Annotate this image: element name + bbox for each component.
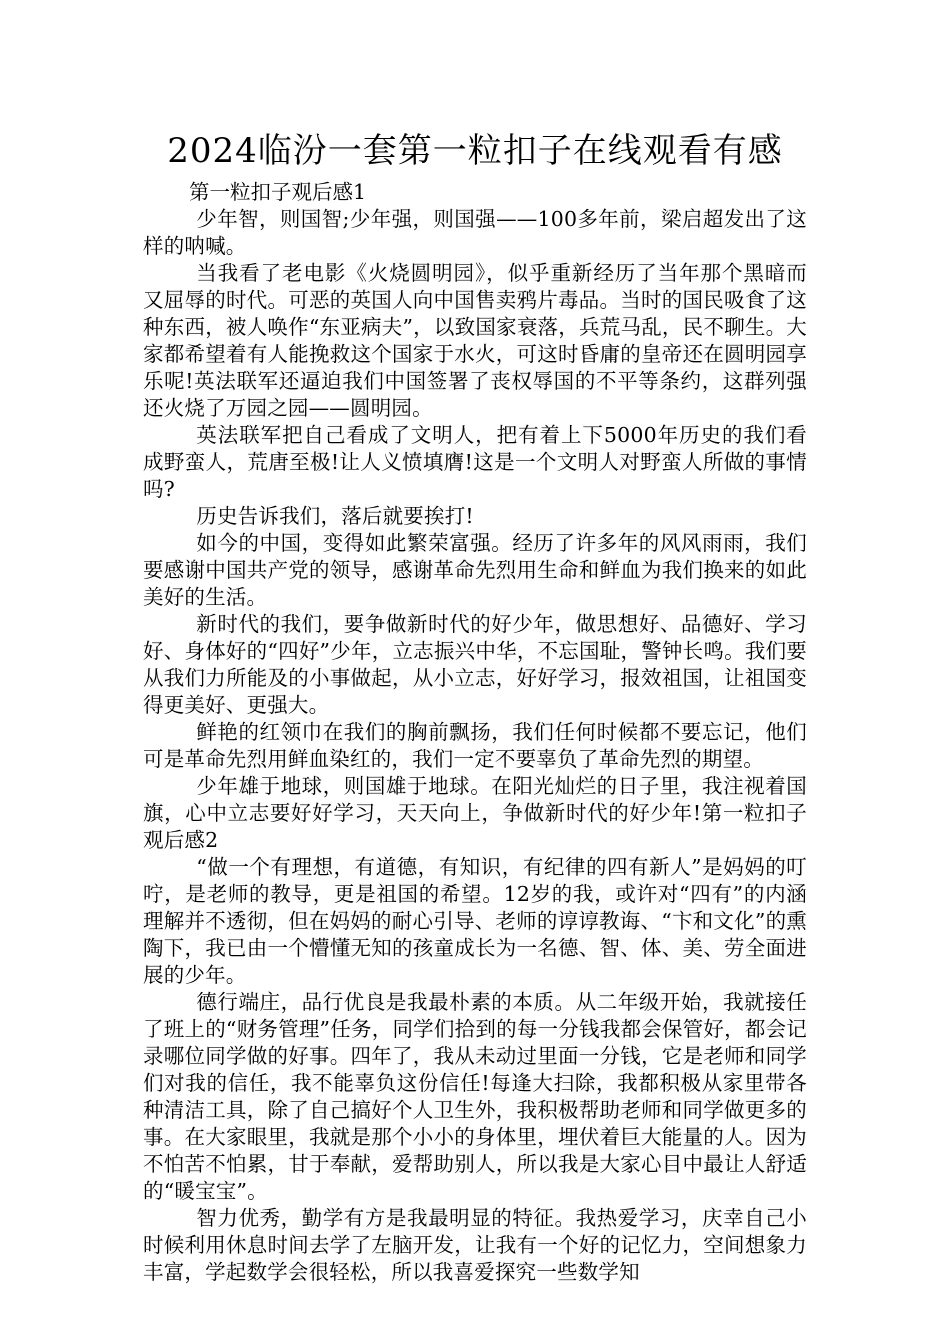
paragraph: 如今的中国，变得如此繁荣富强。经历了许多年的风风雨雨，我们要感谢中国共产党的领导，感谢革命先烈用生命和鲜血为我们换来的如此美好的生活。 [143,531,807,609]
section-heading: 第一粒扣子观后感1 [189,180,367,204]
paragraph: 英法联军把自己看成了文明人，把有着上下5000年历史的我们看成野蛮人，荒唐至极!让人义愤填膺!这是一个文明人对野蛮人所做的事情吗? [143,423,807,501]
paragraph: 智力优秀，勤学有方是我最明显的特征。我热爱学习，庆幸自己小时候利用休息时间去学了左脑开发，让我有一个好的记忆力，空间想象力丰富，学起数学会很轻松，所以我喜爱探究一些数学知 [143,1206,807,1284]
paragraph: 德行端庄，品行优良是我最朴素的本质。从二年级开始，我就接任了班上的“财务管理”任务，同学们拾到的每一分钱我都会保管好，都会记录哪位同学做的好事。四年了，我从未动过里面一分钱，它是老师和同学们对我的信任，我不能辜负这份信任!每逢大扫除，我都积极从家里带各种清洁工具，除了自己搞好个人卫生外，我积极帮助老师和同学做更多的事。在大家眼里，我就是那个小小的身体里，埋伏着巨大能量的人。因为不怕苦不怕累，甘于奉献，爱帮助别人，所以我是大家心目中最让人舒适的“暖宝宝”。 [143,990,807,1203]
paragraph: 历史告诉我们，落后就要挨打! [196,504,474,528]
paragraph: 当我看了老电影《火烧圆明园》，似乎重新经历了当年那个黑暗而又屈辱的时代。可恶的英国人向中国售卖鸦片毒品。当时的国民吸食了这种东西，被人唤作“东亚病夫”，以致国家衰落，兵荒马乱，民不聊生。大家都希望着有人能挽救这个国家于水火，可这时昏庸的皇帝还在圆明园享乐呢!英法联军还逼迫我们中国签署了丧权辱国的不平等条约，这群列强还火烧了万园之园——圆明园。 [143,261,807,420]
paragraph: 少年雄于地球，则国雄于地球。在阳光灿烂的日子里，我注视着国旗，心中立志要好好学习，天天向上，争做新时代的好少年!第一粒扣子观后感2 [143,774,807,852]
paragraph: 少年智，则国智;少年强，则国强——100多年前，梁启超发出了这样的呐喊。 [143,207,807,258]
document-title: 2024临汾一套第一粒扣子在线观看有感 [167,131,783,171]
paragraph: “做一个有理想，有道德，有知识，有纪律的四有新人”是妈妈的叮咛，是老师的教导，更是祖国的希望。12岁的我，或许对“四有”的内涵理解并不透彻，但在妈妈的耐心引导、老师的谆谆教诲、“卞和文化”的熏陶下，我已由一个懵懂无知的孩童成长为一名德、智、体、美、劳全面进展的少年。 [143,855,807,987]
paragraph: 鲜艳的红领巾在我们的胸前飘扬，我们任何时候都不要忘记，他们可是革命先烈用鲜血染红的，我们一定不要辜负了革命先烈的期望。 [143,720,807,771]
paragraph: 新时代的我们，要争做新时代的好少年，做思想好、品德好、学习好、身体好的“四好”少年，立志振兴中华，不忘国耻，警钟长鸣。我们要从我们力所能及的小事做起，从小立志，好好学习，报效祖国，让祖国变得更美好、更强大。 [143,612,807,717]
document-body [143,128,807,1286]
